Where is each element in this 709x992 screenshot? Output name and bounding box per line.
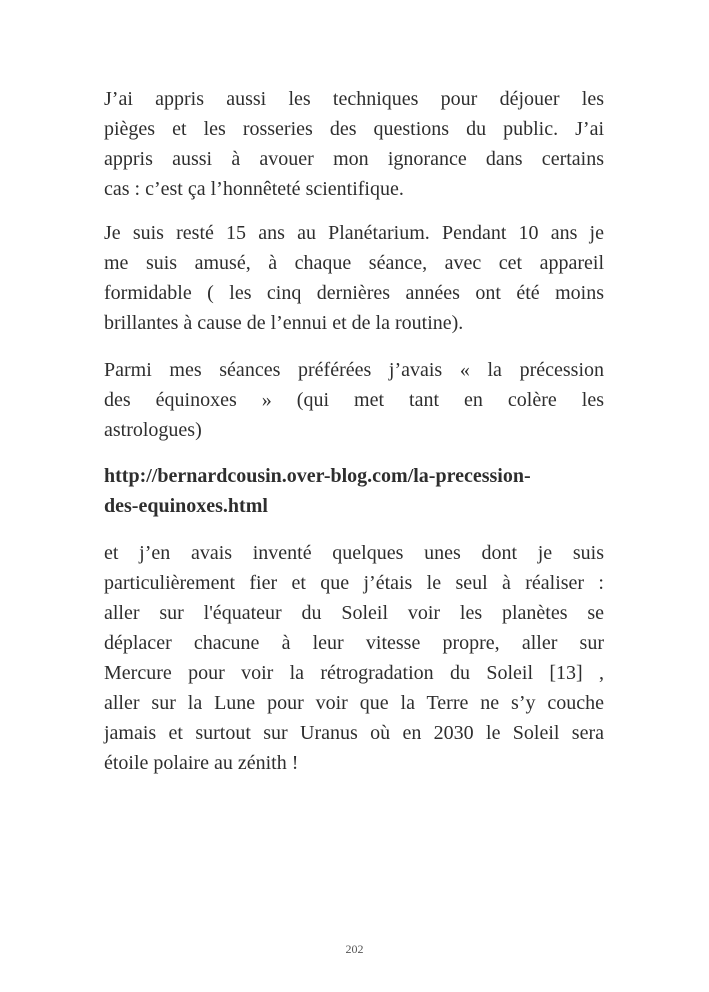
text-line: pièges et les rosseries des questions du public. J’ai [104,118,604,140]
text-line: étoile polaire au zénith ! [104,752,299,774]
text-line: me suis amusé, à chaque séance, avec cet appareil [104,252,604,274]
text-line: appris aussi à avouer mon ignorance dans certains [104,148,604,170]
text-line: et j’en avais inventé quelques unes dont je suis [104,542,604,564]
text-line: déplacer chacune à leur vitesse propre, aller sur [104,632,604,654]
link-line[interactable]: http://bernardcousin.over-blog.com/la-precession- [104,465,531,487]
blog-link[interactable] [104,461,604,521]
text-line: cas : c’est ça l’honnêteté scientifique. [104,178,404,200]
paragraph-techniques [104,84,604,204]
text-line: aller sur l'équateur du Soleil voir les planètes se [104,602,604,624]
text-line: jamais et surtout sur Uranus où en 2030 le Soleil sera [104,722,604,744]
text-line: brillantes à cause de l’ennui et de la routine). [104,312,464,334]
paragraph-favorite-sessions [104,355,604,445]
text-line: Mercure pour voir la rétrogradation du Soleil [13] , [104,662,604,684]
text-line: particulièrement fier et que j’étais le seul à réaliser : [104,572,604,594]
text-line: Je suis resté 15 ans au Planétarium. Pendant 10 ans je [104,222,604,244]
text-line: des équinoxes » (qui met tant en colère les [104,389,604,411]
link-line[interactable]: des-equinoxes.html [104,495,268,517]
text-line: Parmi mes séances préférées j’avais « la précession [104,359,604,381]
paragraph-invented-sessions [104,538,604,778]
page-number: 202 [345,942,364,956]
text-line: formidable ( les cinq dernières années ont été moins [104,282,604,304]
paragraph-planetarium [104,218,604,338]
text-line: J’ai appris aussi les techniques pour déjouer les [104,88,604,110]
text-line: astrologues) [104,419,202,441]
text-line: aller sur la Lune pour voir que la Terre ne s’y couche [104,692,604,714]
